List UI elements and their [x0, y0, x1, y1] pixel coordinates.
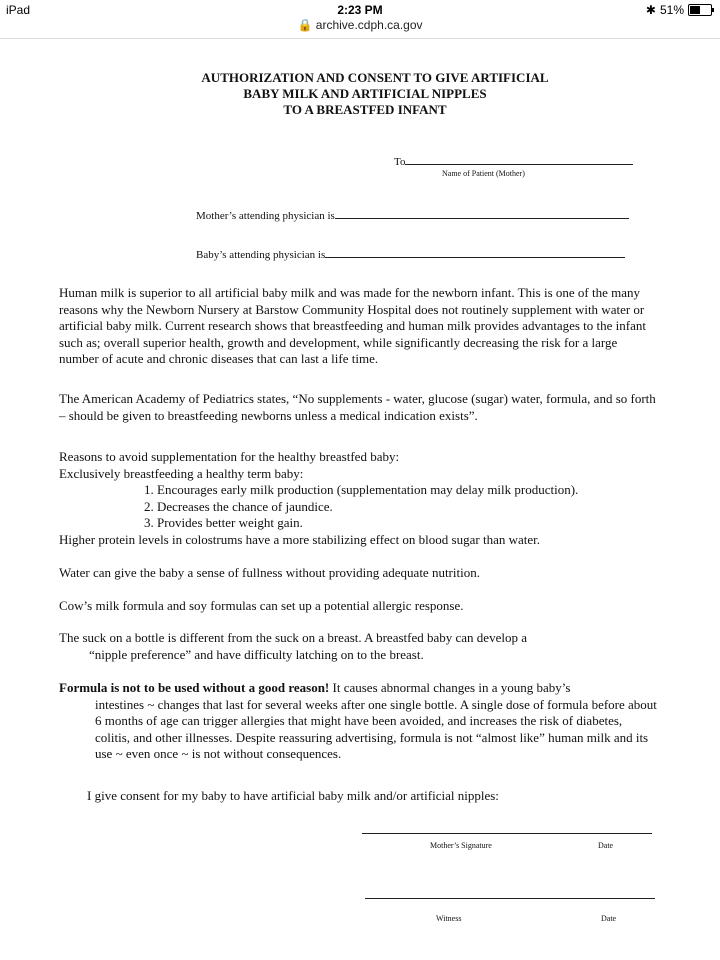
formula-text-first: It causes abnormal changes in a young baby’s: [329, 680, 571, 695]
formula-paragraph: [59, 680, 659, 763]
to-field[interactable]: [394, 153, 633, 168]
mother-signature-caption: Mother’s Signature: [430, 841, 492, 850]
status-bar: [0, 0, 720, 20]
reasons-subheading: Exclusively breastfeeding a healthy term baby:: [59, 465, 304, 481]
suck-line: “nipple preference” and have difficulty latching on to the breast.: [89, 646, 424, 662]
intro-paragraph: Human milk is superior to all artificial baby milk and was made for the newborn infant. This is one of the many reasons why the Newborn Nursery at Barstow Community Hospital does not routinely supplement with water or artificial baby milk. Current research shows that breastfeeding and human milk provides advantages to the infant such as; overall superior health, growth and development, while significantly decreasing the risk for a large number of acute and chronic diseases that can last a life time.: [59, 285, 646, 366]
witness-caption: Witness: [436, 914, 462, 923]
reasons-section: [59, 449, 659, 548]
mother-signature-line[interactable]: [362, 833, 652, 834]
title-line: TO A BREASTFED INFANT: [283, 102, 447, 117]
url-text: archive.cdph.ca.gov: [315, 18, 423, 32]
water-line: Water can give the baby a sense of fullness without providing adequate nutrition.: [59, 565, 480, 580]
cow-line: Cow’s milk formula and soy formulas can set up a potential allergic response.: [59, 598, 464, 613]
consent-line: I give consent for my baby to have artificial baby milk and/or artificial nipples:: [87, 788, 499, 803]
formula-text: intestines ~ changes that last for several weeks after one single bottle. A single dose of formula before about 6 months of age can trigger allergies that might have been avoided, and increases the risk of diabetes, colitis, and other illnesses. Despite reassuring advertising, formula is not “almost like” human milk and its use ~ even once ~ is not without consequences.: [95, 696, 657, 761]
title-line: BABY MILK AND ARTIFICIAL NIPPLES: [243, 86, 487, 101]
lock-icon: 🔒: [297, 18, 313, 32]
witness-signature-line[interactable]: [365, 898, 655, 899]
battery-icon: [688, 4, 712, 16]
battery-percent: 51%: [659, 3, 684, 17]
reason-item: 3. Provides better weight gain.: [144, 515, 303, 530]
date-caption: Date: [598, 841, 614, 850]
suck-line: The suck on a bottle is different from the suck on a breast. A breastfed baby can develop a: [59, 630, 527, 645]
mother-physician-label: Mother’s attending physician is: [196, 210, 335, 222]
divider: [0, 38, 720, 39]
baby-physician-label: Baby’s attending physician is: [196, 249, 326, 261]
formula-warning: Formula is not to be used without a good reason!: [59, 680, 330, 695]
device-label: iPad: [6, 3, 31, 17]
clock: 2:23 PM: [337, 3, 383, 17]
mother-physician-field[interactable]: [196, 207, 629, 222]
url-bar[interactable]: [0, 18, 720, 38]
protein-line: Higher protein levels in colostrums have a more stabilizing effect on blood sugar than water.: [59, 531, 540, 547]
title-line: AUTHORIZATION AND CONSENT TO GIVE ARTIFICIAL: [201, 70, 549, 85]
to-label: To: [394, 156, 406, 168]
aap-paragraph: The American Academy of Pediatrics states, “No supplements - water, glucose (sugar) water, formula, and so forth – should be given to breastfeeding newborns unless a medical indication exists”.: [59, 391, 656, 423]
document-title: [0, 70, 720, 118]
baby-physician-field[interactable]: [196, 246, 625, 261]
reason-item: 1. Encourages early milk production (supplementation may delay milk production).: [144, 482, 579, 497]
patient-caption: Name of Patient (Mother): [442, 169, 525, 178]
reasons-heading: Reasons to avoid supplementation for the healthy breastfed baby:: [59, 449, 400, 464]
date-caption: Date: [601, 914, 617, 923]
reason-item: 2. Decreases the chance of jaundice.: [144, 498, 333, 514]
suck-paragraph: [59, 630, 659, 663]
bluetooth-icon: ✱: [645, 3, 656, 17]
status-icons: [646, 3, 712, 17]
